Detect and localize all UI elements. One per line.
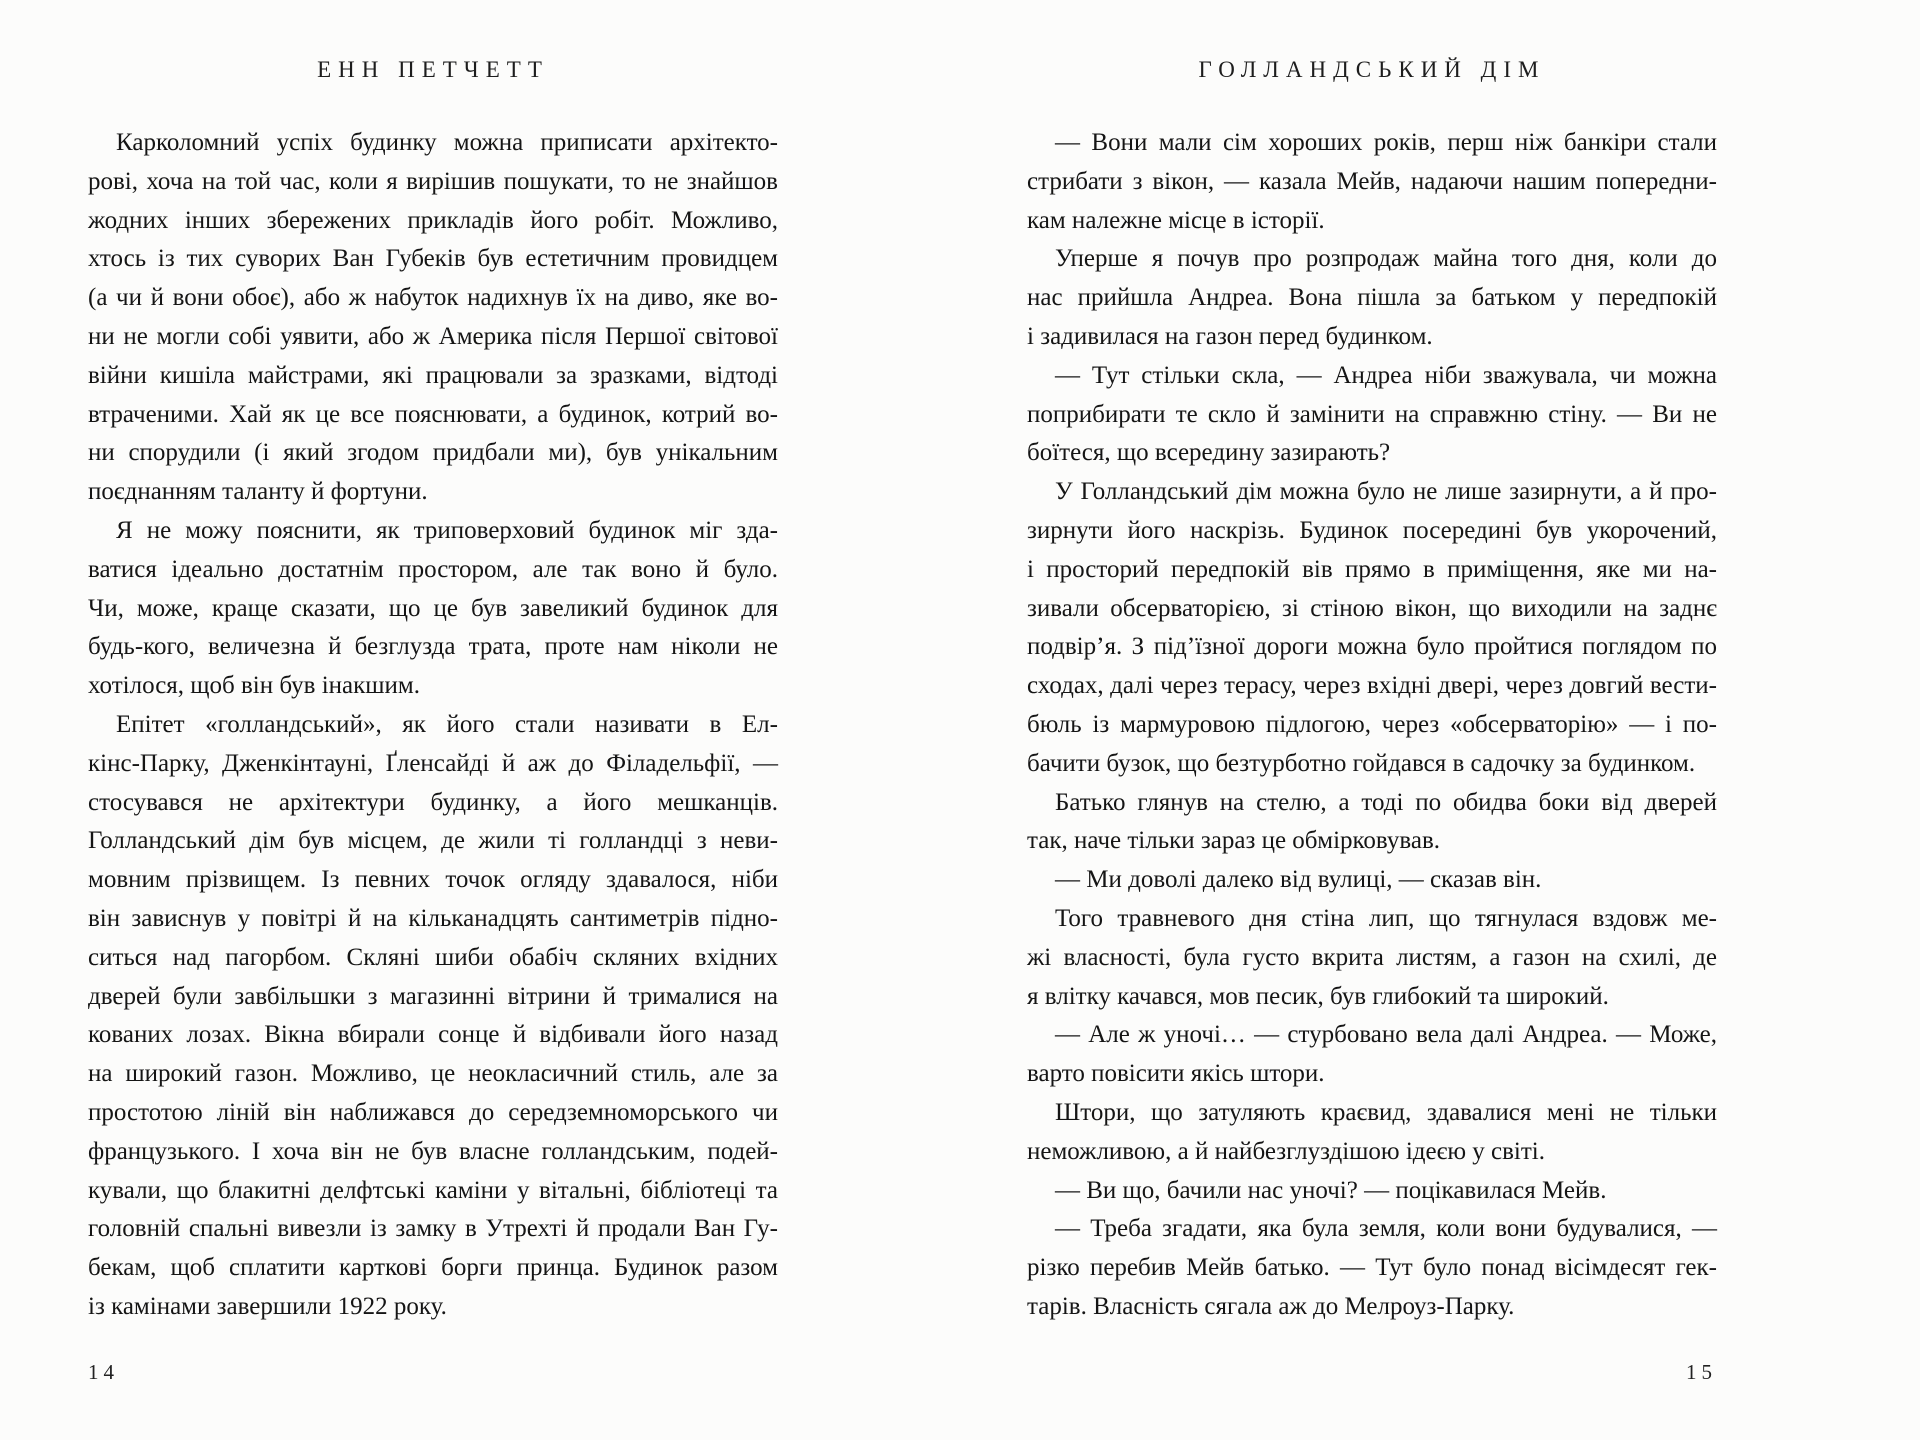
paragraph: [1027, 357, 1717, 473]
text-line: і просторий передпокій вів прямо в приміщення, яке ми на-: [1027, 555, 1717, 583]
text-line: ватися ідеально достатнім простором, але так воно й було.: [88, 555, 778, 583]
text-line: зирнути його наскрізь. Будинок посередині був укорочений,: [1027, 516, 1717, 544]
text-line: головній спальні вивезли із замку в Утрехті й продали Ван Гу-: [88, 1215, 778, 1243]
text-line: так, наче тільки зараз це обмірковував.: [1027, 827, 1441, 855]
text-line: французького. І хоча він не був власне голландським, подей-: [88, 1137, 778, 1165]
text-line: простотою ліній він наближався до середземноморського чи: [88, 1098, 778, 1126]
text-line: ситься над пагорбом. Скляні шиби обабіч скляних вхідних: [88, 943, 778, 971]
paragraph: [1027, 784, 1717, 862]
paragraph: [88, 124, 778, 512]
text-line: Батько глянув на стелю, а тоді по обидва боки від дверей: [1055, 788, 1717, 816]
text-line: поєднанням таланту й фортуни.: [88, 478, 428, 506]
text-line: Того травневого дня стіна лип, що тягнулася вздовж ме-: [1055, 904, 1717, 932]
text-line: війни кишіла майстрами, які працювали за зразками, відтоді: [88, 361, 778, 389]
text-line: — Ви що, бачили нас уночі? — поцікавилася Мейв.: [1055, 1176, 1607, 1204]
text-line: він зависнув у повітрі й на кільканадцять сантиметрів підно-: [88, 904, 778, 932]
left-page-number: 14: [88, 1360, 119, 1384]
left-text-block: [88, 124, 778, 1327]
text-line: кували, що блакитні делфтські каміни у вітальні, бібліотеці та: [88, 1176, 778, 1204]
paragraph: [1027, 473, 1717, 783]
paragraph: [1027, 124, 1717, 240]
text-line: Штори, що затуляють краєвид, здавалися мені не тільки: [1055, 1098, 1717, 1126]
text-line: Карколомний успіх будинку можна приписати архітекто-: [116, 129, 778, 156]
right-text-block: [1027, 124, 1717, 1327]
text-line: кованих лозах. Вікна вбирали сонце й відбивали його назад: [88, 1021, 778, 1049]
text-line: ни спорудили (і який згодом придбали ми), був унікальним: [88, 439, 778, 467]
text-line: будь-кого, величезна й безглузда трата, проте нам ніколи не: [88, 633, 778, 661]
left-running-header: ЕНН ПЕТЧЕТТ: [317, 57, 549, 82]
text-line: дверей були завбільшки з магазинні вітрини й трималися на: [88, 982, 778, 1010]
text-line: бачити бузок, що безтурботно гойдався в садочку за будинком.: [1027, 749, 1696, 777]
text-line: кінс-Парку, Дженкінтауні, Ґленсайді й аж до Філадельфії, —: [88, 749, 778, 777]
paragraph: [88, 512, 778, 706]
text-line: нас прийшла Андреа. Вона пішла за батьком у передпокій: [1027, 284, 1717, 312]
paragraph: [1027, 861, 1717, 900]
text-line: — Але ж уночі… — стурбовано вела далі Андреа. — Може,: [1055, 1021, 1717, 1049]
text-line: мовним прізвищем. Із певних точок огляду здавалося, ніби: [88, 866, 778, 894]
text-line: — Треба згадати, яка була земля, коли вони будувалися, —: [1055, 1215, 1717, 1243]
text-line: ни не могли собі уявити, або ж Америка після Першої світової: [88, 322, 778, 350]
right-running-header: ГОЛЛАНДСЬКИЙ ДІМ: [1198, 57, 1546, 82]
text-line: хтось із тих суворих Ван Губеків був естетичним провидцем: [88, 245, 778, 273]
paragraph: [1027, 240, 1717, 356]
right-page-number: 15: [1686, 1360, 1717, 1384]
text-line: хотілося, щоб він був інакшим.: [88, 672, 420, 700]
text-line: боїтеся, що всередину зазирають?: [1027, 439, 1391, 467]
paragraph: [1027, 1016, 1717, 1094]
paragraph: [1027, 1210, 1717, 1326]
text-line: стосувався не архітектури будинку, а його мешканців.: [88, 788, 778, 816]
text-line: втраченими. Хай як це все пояснювати, а будинок, котрий во-: [88, 400, 778, 428]
text-line: — Тут стільки скла, — Андреа ніби зважувала, чи можна: [1055, 361, 1717, 389]
text-line: — Вони мали сім хороших років, перш ніж банкіри стали: [1055, 129, 1717, 156]
paragraph: [1027, 1094, 1717, 1172]
text-line: бюль із мармуровою підлогою, через «обсерваторію» — і по-: [1027, 710, 1717, 738]
text-line: жодних інших збережених прикладів його робіт. Можливо,: [88, 206, 778, 234]
text-line: варто повісити якісь штори.: [1027, 1060, 1325, 1088]
text-line: подвір’я. З під’їзної дороги можна було пройтися поглядом по: [1027, 633, 1717, 661]
text-line: стрибати з вікон, — казала Мейв, надаючи нашим попередни-: [1027, 167, 1717, 195]
paragraph: [88, 706, 778, 1327]
text-line: Голландський дім був місцем, де жили ті голландці з неви-: [88, 827, 778, 855]
text-line: Епітет «голландський», як його стали називати в Ел-: [116, 710, 778, 738]
text-line: кам належне місце в історії.: [1027, 206, 1325, 234]
paragraph: [1027, 1172, 1717, 1211]
paragraph: [1027, 900, 1717, 1016]
text-line: У Голландський дім можна було не лише зазирнути, а й про-: [1055, 478, 1717, 506]
text-line: із камінами завершили 1922 року.: [88, 1292, 447, 1320]
text-line: (а чи й вони обоє), або ж набуток надихнув їх на диво, яке во-: [88, 284, 778, 312]
text-line: різко перебив Мейв батько. — Тут було понад вісімдесят гек-: [1027, 1254, 1717, 1282]
text-line: рові, хоча на той час, коли я вирішив пошукати, то не знайшов: [88, 167, 778, 195]
text-line: — Ми доволі далеко від вулиці, — сказав він.: [1055, 866, 1542, 894]
text-line: тарів. Власність сягала аж до Мелроуз-Парку.: [1027, 1292, 1515, 1320]
text-line: поприбирати те скло й замінити на справжню стіну. — Ви не: [1027, 400, 1717, 428]
text-line: Я не можу пояснити, як триповерховий будинок міг зда-: [116, 516, 778, 544]
text-line: жі власності, була густо вкрита листям, а газон на схилі, де: [1027, 943, 1717, 971]
text-line: Чи, може, краще сказати, що це був завеликий будинок для: [88, 594, 778, 622]
text-line: на широкий газон. Можливо, це неокласичний стиль, але за: [88, 1060, 778, 1088]
text-line: неможливою, а й найбезглуздішою ідеєю у світі.: [1027, 1137, 1545, 1165]
text-line: я влітку качався, мов песик, був глибокий та широкий.: [1027, 982, 1609, 1010]
text-line: і задивилася на газон перед будинком.: [1027, 322, 1433, 350]
text-line: бекам, щоб сплатити карткові борги принца. Будинок разом: [88, 1254, 778, 1282]
text-line: сходах, далі через терасу, через вхідні двері, через довгий вести-: [1027, 672, 1717, 700]
text-line: зивали обсерваторією, зі стіною вікон, що виходили на заднє: [1027, 594, 1717, 622]
text-line: Уперше я почув про розпродаж майна того дня, коли до: [1055, 245, 1717, 273]
